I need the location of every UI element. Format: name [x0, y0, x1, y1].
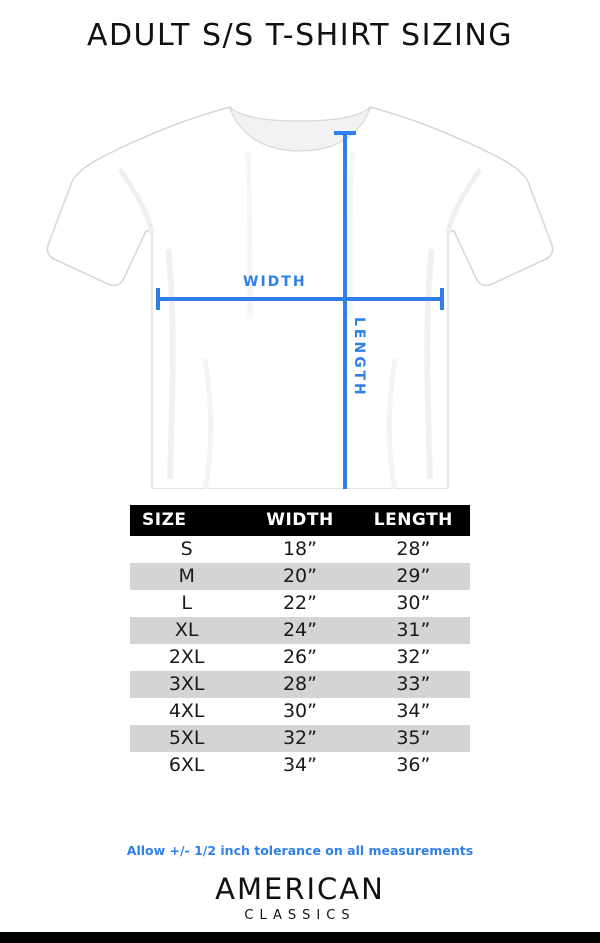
cell-length: 33” — [357, 671, 470, 698]
cell-size: 2XL — [130, 644, 243, 671]
cell-width: 30” — [243, 698, 356, 725]
size-chart-table — [130, 505, 470, 779]
table-row — [130, 698, 470, 725]
cell-length: 32” — [357, 644, 470, 671]
cell-width: 22” — [243, 590, 356, 617]
brand-logo — [0, 872, 600, 923]
cell-width: 26” — [243, 644, 356, 671]
table-row — [130, 752, 470, 779]
cell-length: 34” — [357, 698, 470, 725]
cell-size: 6XL — [130, 752, 243, 779]
cell-size: XL — [130, 617, 243, 644]
tolerance-note: Allow +/- 1/2 inch tolerance on all measurements — [126, 843, 474, 858]
table-header-row — [130, 505, 470, 536]
table-row — [130, 644, 470, 671]
table-row — [130, 671, 470, 698]
cell-width: 34” — [243, 752, 356, 779]
brand-name: AMERICAN — [215, 872, 385, 906]
column-header-length: LENGTH — [357, 505, 470, 536]
cell-size: 5XL — [130, 725, 243, 752]
cell-width: 28” — [243, 671, 356, 698]
cell-size: S — [130, 536, 243, 563]
cell-length: 36” — [357, 752, 470, 779]
cell-length: 28” — [357, 536, 470, 563]
length-label: LENGTH — [351, 317, 367, 398]
table-row — [130, 590, 470, 617]
cell-length: 30” — [357, 590, 470, 617]
table-row — [130, 617, 470, 644]
table-row — [130, 725, 470, 752]
width-label: WIDTH — [243, 274, 307, 290]
cell-width: 18” — [243, 536, 356, 563]
table-row — [130, 563, 470, 590]
cell-length: 29” — [357, 563, 470, 590]
cell-size: M — [130, 563, 243, 590]
column-header-width: WIDTH — [243, 505, 356, 536]
cell-width: 20” — [243, 563, 356, 590]
cell-size: 4XL — [130, 698, 243, 725]
cell-size: L — [130, 590, 243, 617]
table-row — [130, 536, 470, 563]
cell-width: 32” — [243, 725, 356, 752]
cell-length: 35” — [357, 725, 470, 752]
cell-length: 31” — [357, 617, 470, 644]
cell-width: 24” — [243, 617, 356, 644]
page-title: ADULT S/S T-SHIRT SIZING — [86, 18, 514, 53]
brand-subtitle: CLASSICS — [244, 908, 356, 923]
tshirt-diagram — [0, 59, 600, 489]
footer-bar — [0, 932, 600, 943]
cell-size: 3XL — [130, 671, 243, 698]
column-header-size: SIZE — [130, 505, 243, 536]
